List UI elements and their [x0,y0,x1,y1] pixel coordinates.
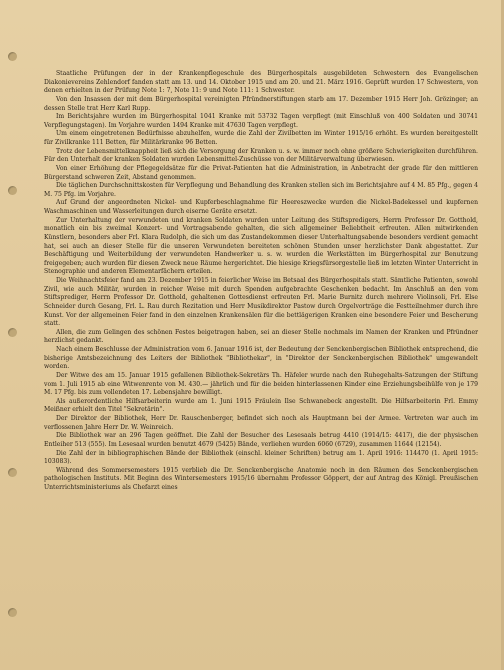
binding-hole [8,186,17,195]
paragraph: Die Weihnachtsfeier fand am 23. Dezember 1915 in feierlicher Weise im Betsaal des Bürgerhospitals statt. Sämtliche Patienten, sowohl Zivil, wie auch Militär, wurden in reicher Weise mit durch Spenden aufgebrachte Geschenken bedacht. Im Anschluß an den vom Stiftsprediger, Herrn Professor Dr. Gotthold, gehaltenen Gottesdienst erfreuten Frl. Marie Burnitz durch mehrere Violinsoli, Frl. Else Schneider durch Gesang, Frl. L. Rau durch Rezitation und Herr Musikdirektor Pastow durch Orgelvorträge die Festteilnehmer durch ihre Kunst. Vor der allgemeinen Feier fand in den einzelnen Krankensälen für die bettlägerigen Kranken eine besondere Feier und Bescherung statt. [44,277,478,328]
paragraph: Zur Unterhaltung der verwundeten und kranken Soldaten wurden unter Leitung des Stiftspredigers, Herrn Professor Dr. Gotthold, monatlich ein bis zweimal Konzert- und Vortragsabende gehalten, die sich allgemeiner Beliebtheit erfreuten. Allen mitwirkenden Künstlern, besonders aber Frl. Klara Rudolph, die sich um das Zustandekommen dieser Unterhaltungsabende besonders verdient gemacht hat, sei auch an dieser Stelle für die unseren Verwundeten bereiteten schönen Stunden unser herzlichster Dank abgestattet. Zur Beschäftigung und Weiterbildung der verwundeten Handwerker u. s. w. wurden die Werkstätten im Bürgerhospital zur Benutzung freigegeben; auch wurden für diesen Zweck neue Räume hergerichtet. Die hiesige Kriegsfürsorgestelle ließ im letzten Winter Unterricht in Stenographie und anderen Elementarfächern erteilen. [44,216,478,276]
paragraph: Trotz der Lebensmittelknappheit ließ sich die Versorgung der Kranken u. s. w. immer noch ohne größere Schwierigkeiten durchführen. Für den Unterhalt der kranken Soldaten wurden Lebensmittel-Zuschüsse von der Militärverwaltung überwiesen. [44,147,478,164]
paragraph: Auf Grund der angeordneten Nickel- und Kupferbeschlagnahme für Heereszwecke wurden die Nickel-Badekessel und kupfernen Waschmaschinen und Wasserleitungen durch eiserne Geräte ersetzt. [44,199,478,215]
document-body [44,70,478,493]
binding-hole [8,608,17,617]
paragraph: Allen, die zum Gelingen des schönen Festes beigetragen haben, sei an dieser Stelle nochmals im Namen der Kranken und Pfründner herzlichst gedankt. [44,328,478,345]
paragraph: Die Bibliothek war an 296 Tagen geöffnet. Die Zahl der Besucher des Lesesaals betrug 4410 (1914/15: 4417), die der physischen Entleiher 513 (555). Im Lesesaal wurden benutzt 4679 (5425) Bände, verliehen wurden 6060 (6729), zusammen 11644 (12154). [44,432,478,448]
binding-hole [8,52,17,61]
paragraph: Die Zahl der in bibliographischen Bände der Bibliothek (einschl. kleiner Schriften) betrug am 1. April 1916: 114470 (1. April 1915: 103083). [44,449,478,466]
binding-hole [8,468,17,477]
paragraph: Staatliche Prüfungen der in der Krankenpflegeschule des Bürgerhospitals ausgebildeten Schwestern des Evangelischen Diakonievereins Zehlendorf fanden statt am 13. und 14. Oktober 1915 und am 20. und 21. März 1916. Geprüft wurden 17 Schwestern, von denen erhielten in der Prüfung Note 1: 7, Note 11: 9 und Note 111: 1 Schwester. [44,70,478,95]
paragraph: Im Berichtsjahre wurden im Bürgerhospital 1041 Kranke mit 53732 Tagen verpflegt (mit Einschluß von 400 Soldaten und 30741 Verpflegungstagen). Im Vorjahre wurden 1494 Kranke mit 47630 Tagen verpflegt. [44,113,478,129]
paragraph: Von den Insassen der mit dem Bürgerhospital vereinigten Pfründnerstiftungen starb am 17. Dezember 1915 Herr Joh. Grözinger; an dessen Stelle trat Herr Karl Rupp. [44,95,478,112]
paragraph: Während des Sommersemesters 1915 verblieb die Dr. Senckenbergische Anatomie noch in den Räumen des Senckenbergischen pathologischen Instituts. Mit Beginn des Wintersemesters 1915/16 übernahm Professor Göppert, der auf Antrag des Königl. Preußischen Unterrichtsministeriums als Chefarzt eines [44,466,478,491]
paragraph: Der Witwe des am 15. Januar 1915 gefallenen Bibliothek-Sekretärs Th. Häfeler wurde nach den Ruhegehalts-Satzungen der Stiftung vom 1. Juli 1915 ab eine Witwenrente von M. 430.— jährlich und für die beiden hinterlassenen Kinder eine Erziehungsbeihülfe von je 179 M. 17 Pfg. bis zum vollendeten 17. Lebensjahre bewilligt. [44,371,478,397]
binding-hole [8,328,17,337]
paragraph: Der Direktor der Bibliothek, Herr Dr. Rauschenberger, befindet sich noch als Hauptmann bei der Armee. Vertreten war auch im verflossenen Jahre Herr Dr. W. Weinreich. [44,415,478,431]
paragraph: Nach einem Beschlusse der Administration vom 6. Januar 1916 ist, der Bedeutung der Senckenbergischen Bibliothek entsprechend, die bisherige Amtsbezeichnung des Leiters der Bibliothek "Bibliothekar", in "Direktor der Senckenbergischen Bibliothek" umgewandelt worden. [44,346,478,371]
paragraph: Um einem eingetretenen Bedürfnisse abzuhelfen, wurde die Zahl der Zivilbetten im Winter 1915/16 erhöht. Es wurden bereitgestellt für Zivilkranke 111 Betten, für Militärkranke 96 Betten. [44,130,478,146]
paragraph: Von einer Erhöhung der Pflegegeldsätze für die Privat-Patienten hat die Administration, in Anbetracht der grade für den mittleren Bürgerstand schweren Zeit, Abstand genommen. [44,164,478,181]
paragraph: Als außerordentliche Hilfsarbeiterin wurde am 1. Juni 1915 Fräulein Ilse Schwanebeck angestellt. Die Hilfsarbeiterin Frl. Emmy Meißner erhielt den Titel "Sekretärin". [44,397,478,414]
paragraph: Die täglichen Durchschnittskosten für Verpflegung und Behandlung des Kranken stellen sich im Berichtsjahre auf 4 M. 85 Pfg., gegen 4 M. 75 Pfg. im Vorjahre. [44,182,478,198]
